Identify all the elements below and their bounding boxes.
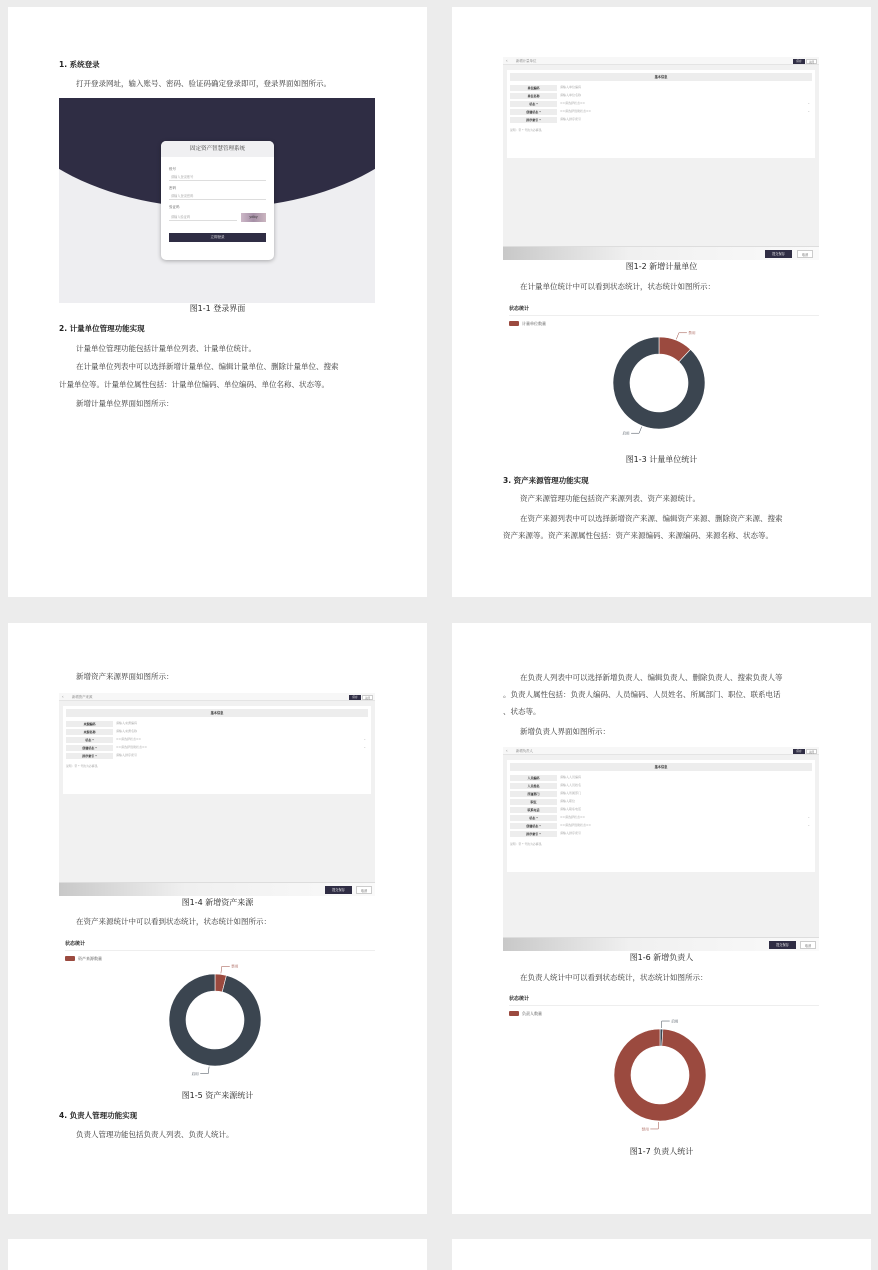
field-label: 所属部门 (510, 791, 557, 798)
section-heading-owner: 4. 负责人管理功能实现 (59, 1111, 138, 1120)
status-chart (509, 995, 819, 1145)
cancel-button[interactable]: 取消 (797, 250, 813, 258)
field-input[interactable]: 请输入所属部门 (560, 791, 582, 795)
form-row (66, 744, 368, 752)
add-unit-form-screenshot (503, 57, 819, 260)
field-label: 创建状态 * (510, 823, 557, 830)
form-row (510, 774, 812, 782)
document-page-5 (8, 1239, 427, 1270)
label-leader-line (650, 1122, 658, 1129)
form-footer (503, 937, 819, 951)
donut-chart (509, 995, 819, 1145)
field-label: 创建状态 * (510, 109, 557, 116)
field-input[interactable]: 请输入来源编码 (116, 721, 138, 725)
form-row (510, 790, 812, 798)
paragraph: 资产来源管理功能包括资产来源列表、资产来源统计。 (520, 494, 700, 503)
field-label: 人员姓名 (510, 783, 557, 790)
field-label: 来源名称 (66, 729, 113, 736)
field-label: 联系电话 (510, 807, 557, 814)
form-row (510, 782, 812, 790)
field-input[interactable]: 请输入来源名称 (116, 729, 138, 733)
paragraph: 计量单位管理功能包括计量单位列表、计量单位统计。 (76, 344, 256, 353)
document-page-4 (452, 623, 871, 1214)
label-leader-line (631, 427, 642, 434)
form-topbar (59, 693, 375, 701)
field-label: 人员编码 (510, 775, 557, 782)
chart-title: 状态统计 (509, 996, 530, 1002)
paragraph: 资产来源等。资产来源属性包括：资产来源编码、来源编码、来源名称、状态等。 (503, 531, 773, 540)
figure-caption: 图1-7 负责人统计 (629, 1147, 694, 1156)
paragraph: 。负责人属性包括：负责人编码、人员编码、人员姓名、所属部门、职位、联系电话 (503, 690, 781, 699)
form-row (510, 814, 812, 822)
label-leader-line (221, 966, 230, 973)
slice-label: 禁用 (641, 1127, 649, 1132)
login-title: 固定资产智慧管理系统 (161, 141, 274, 157)
field-label: 排序索引 * (66, 753, 113, 760)
form-row (510, 84, 812, 92)
figure-caption: 图1-1 登录界面 (189, 304, 246, 313)
form-section-title: 基本信息 (510, 763, 812, 771)
paragraph: 负责人管理功能包括负责人列表、负责人统计。 (76, 1130, 234, 1139)
form-footer (59, 882, 375, 896)
form-footer (503, 246, 819, 260)
field-input[interactable]: 请输入排序索引 (560, 831, 582, 835)
document-page-2 (452, 7, 871, 597)
chevron-down-icon[interactable]: ⌄ (363, 745, 366, 749)
field-select[interactable]: ==请选择创建状态== (116, 745, 148, 749)
form-row (510, 92, 812, 100)
form-row (66, 752, 368, 760)
chevron-down-icon[interactable]: ⌄ (807, 815, 810, 819)
field-input[interactable]: 请输入职位 (560, 799, 576, 803)
field-input[interactable]: 请输入人员姓名 (560, 783, 582, 787)
paragraph: 、状态等。 (503, 707, 541, 716)
submit-button[interactable]: 提交保存 (765, 250, 792, 258)
section-heading-source: 3. 资产来源管理功能实现 (503, 476, 589, 485)
form-row (510, 798, 812, 806)
donut-slice (614, 1029, 706, 1121)
label-leader-line (200, 1067, 209, 1074)
field-input[interactable]: 请输入单位名称 (560, 93, 582, 97)
form-row (510, 108, 812, 116)
cancel-button[interactable]: 取消 (356, 886, 372, 894)
donut-slice (613, 337, 705, 429)
back-icon[interactable]: ‹ (506, 58, 508, 63)
close-button[interactable]: 关闭 (362, 695, 373, 700)
form-row (510, 822, 812, 830)
field-input[interactable]: 请输入人员编码 (560, 775, 582, 779)
form-row (510, 100, 812, 108)
paragraph: 在资产来源列表中可以选择新增资产来源、编辑资产来源、删除资产来源、搜索 (520, 514, 783, 523)
form-row (510, 806, 812, 814)
form-row (66, 720, 368, 728)
submit-button[interactable]: 提交保存 (325, 886, 352, 894)
donut-chart (65, 940, 375, 1090)
captcha-label: 验证码 (169, 205, 180, 209)
paragraph: 在负责人列表中可以选择新增负责人、编辑负责人、删除负责人、搜索负责人等 (520, 673, 783, 682)
form-row (510, 830, 812, 838)
password-label: 密码 (169, 186, 176, 190)
form-title: 新增计量单位 (516, 59, 537, 63)
figure-caption: 图1-4 新增资产来源 (181, 898, 254, 907)
slice-label: 启用 (191, 1071, 199, 1076)
field-select[interactable]: ==请选择创建状态== (560, 823, 592, 827)
form-title: 新增资产来源 (72, 695, 93, 699)
paragraph: 新增资产来源界面如图所示： (76, 672, 174, 681)
status-chart (65, 940, 375, 1090)
field-label: 来源编码 (66, 721, 113, 728)
field-label: 排序索引 * (510, 831, 557, 838)
account-input[interactable]: 请输入登录账号 (169, 173, 266, 181)
document-page-3 (8, 623, 427, 1214)
close-button[interactable]: 关闭 (806, 59, 817, 64)
chevron-down-icon[interactable]: ⌄ (807, 823, 810, 827)
login-card (161, 141, 274, 260)
captcha-image[interactable]: ydby (241, 213, 266, 222)
account-label: 账号 (169, 167, 176, 171)
form-section-title: 基本信息 (510, 73, 812, 81)
back-icon[interactable]: ‹ (62, 694, 64, 699)
slice-label: 启用 (671, 1019, 679, 1024)
add-owner-form-screenshot (503, 747, 819, 951)
chevron-down-icon[interactable]: ⌄ (363, 737, 366, 741)
figure-caption: 图1-5 资产来源统计 (181, 1091, 254, 1100)
form-row (66, 736, 368, 744)
field-input[interactable]: 请输入单位编码 (560, 85, 582, 89)
add-source-form-screenshot (59, 693, 375, 896)
chevron-down-icon[interactable]: ⌄ (807, 101, 810, 105)
field-input[interactable]: 请输入排序索引 (116, 753, 138, 757)
field-label: 状态 * (510, 101, 557, 108)
slice-label: 启用 (622, 431, 630, 436)
field-label: 创建状态 * (66, 745, 113, 752)
label-leader-line (661, 1021, 669, 1028)
field-label: 职位 (510, 799, 557, 806)
form-panel (63, 706, 371, 794)
legend-label: 计量单位数量 (522, 320, 546, 326)
paragraph: 在计量单位列表中可以选择新增计量单位、编辑计量单位、删除计量单位、搜索 (76, 362, 339, 371)
cancel-button[interactable]: 取消 (800, 941, 816, 949)
section-heading-login: 1. 系统登录 (59, 60, 100, 69)
figure-caption: 图1-2 新增计量单位 (625, 262, 698, 271)
paragraph: 新增计量单位界面如图所示： (76, 399, 174, 408)
document-page-6 (452, 1239, 871, 1270)
slice-label: 禁用 (688, 331, 696, 336)
form-section-title: 基本信息 (66, 709, 368, 717)
field-input[interactable]: 请输入联系电话 (560, 807, 582, 811)
save-button[interactable]: 保存 (793, 59, 805, 64)
password-input[interactable]: 请输入登录密码 (169, 192, 266, 200)
captcha-input[interactable]: 请输入验证码 (169, 213, 237, 221)
donut-chart (509, 305, 819, 455)
field-label: 单位编码 (510, 85, 557, 92)
legend-label: 负责人数量 (522, 1010, 542, 1016)
paragraph: 计量单位等。计量单位属性包括：计量单位编码、单位编码、单位名称、状态等。 (59, 380, 329, 389)
field-label: 状态 * (510, 815, 557, 822)
login-screenshot (59, 98, 375, 303)
paragraph: 新增负责人界面如图所示： (520, 727, 610, 736)
chevron-down-icon[interactable]: ⌄ (807, 109, 810, 113)
form-topbar (503, 747, 819, 755)
chart-title: 状态统计 (509, 306, 530, 312)
figure-caption: 图1-6 新增负责人 (629, 953, 694, 962)
paragraph: 打开登录网址，输入账号、密码、验证码确定登录即可，登录界面如图所示。 (76, 79, 331, 88)
submit-button[interactable]: 提交保存 (769, 941, 796, 949)
form-row (66, 728, 368, 736)
login-button[interactable]: 立即登录 (169, 233, 266, 242)
paragraph: 在资产来源统计中可以看到状态统计，状态统计如图所示： (76, 917, 271, 926)
form-panel (507, 70, 815, 158)
form-topbar (503, 57, 819, 65)
slice-label: 禁用 (231, 964, 239, 969)
form-note: 说明：带 * 号的为必填项。 (510, 128, 544, 132)
field-select[interactable]: ==请选择状态== (116, 737, 142, 741)
paragraph: 在计量单位统计中可以看到状态统计，状态统计如图所示： (520, 282, 715, 291)
form-note: 说明：带 * 号的为必填项。 (510, 842, 544, 846)
section-heading-unit: 2. 计量单位管理功能实现 (59, 324, 145, 333)
field-select[interactable]: ==请选择状态== (560, 815, 586, 819)
label-leader-line (676, 333, 687, 340)
form-panel (507, 760, 815, 872)
form-row (510, 116, 812, 124)
paragraph: 在负责人统计中可以看到状态统计，状态统计如图所示： (520, 973, 708, 982)
status-chart (509, 305, 819, 455)
field-label: 单位名称 (510, 93, 557, 100)
legend-label: 资产来源数量 (78, 955, 102, 961)
form-title: 新增负责人 (516, 749, 533, 753)
figure-caption: 图1-3 计量单位统计 (625, 455, 698, 464)
save-button[interactable]: 保存 (793, 749, 805, 754)
field-input[interactable]: 请输入排序索引 (560, 117, 582, 121)
save-button[interactable]: 保存 (349, 695, 361, 700)
field-label: 排序索引 * (510, 117, 557, 124)
field-label: 状态 * (66, 737, 113, 744)
field-select[interactable]: ==请选择状态== (560, 101, 586, 105)
form-note: 说明：带 * 号的为必填项。 (66, 764, 100, 768)
chart-title: 状态统计 (65, 941, 86, 947)
donut-slice (169, 974, 261, 1066)
field-select[interactable]: ==请选择创建状态== (560, 109, 592, 113)
close-button[interactable]: 关闭 (806, 749, 817, 754)
document-page-1 (8, 7, 427, 597)
back-icon[interactable]: ‹ (506, 748, 508, 753)
